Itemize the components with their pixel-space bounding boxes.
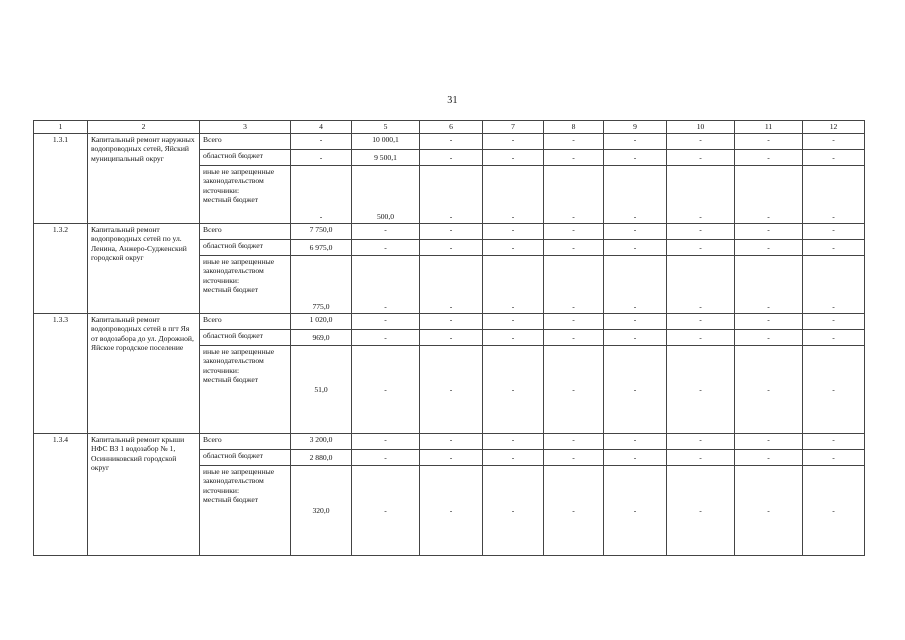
value-cell: - bbox=[667, 240, 735, 256]
value-cell: - bbox=[291, 166, 352, 224]
value-cell: 775,0 bbox=[291, 256, 352, 314]
source-label-regional: областной бюджет bbox=[200, 240, 291, 256]
value-cell: - bbox=[604, 314, 667, 330]
value-cell: - bbox=[667, 134, 735, 150]
value-cell: - bbox=[544, 346, 604, 434]
source-label-other bbox=[200, 346, 291, 434]
source-label-total: Всего bbox=[200, 224, 291, 240]
value-cell: - bbox=[604, 346, 667, 434]
value-cell: 10 000,1 bbox=[352, 134, 420, 150]
value-cell: 2 880,0 bbox=[291, 450, 352, 466]
value-cell: 3 200,0 bbox=[291, 434, 352, 450]
value-cell: - bbox=[803, 134, 865, 150]
value-cell: - bbox=[352, 330, 420, 346]
value-cell: - bbox=[735, 434, 803, 450]
value-cell: - bbox=[420, 150, 483, 166]
source-label-total: Всего bbox=[200, 314, 291, 330]
value-cell: - bbox=[483, 466, 544, 556]
row-number: 1.3.4 bbox=[34, 434, 88, 556]
source-label-regional: областной бюджет bbox=[200, 330, 291, 346]
other-sources-text: иные не запрещенные законодательством источники: bbox=[203, 467, 275, 495]
value-cell: - bbox=[420, 434, 483, 450]
header-cell: 5 bbox=[352, 121, 420, 134]
source-label-regional: областной бюджет bbox=[200, 150, 291, 166]
source-label-other bbox=[200, 166, 291, 224]
value-cell: - bbox=[544, 314, 604, 330]
value-cell: - bbox=[667, 224, 735, 240]
value-cell: 51,0 bbox=[291, 346, 352, 434]
value-cell: - bbox=[352, 450, 420, 466]
value-cell: - bbox=[483, 330, 544, 346]
value-cell: - bbox=[667, 150, 735, 166]
value-cell: - bbox=[803, 240, 865, 256]
value-cell: - bbox=[544, 134, 604, 150]
value-cell: - bbox=[803, 150, 865, 166]
value-cell: - bbox=[544, 166, 604, 224]
budget-table bbox=[33, 120, 865, 556]
header-cell: 10 bbox=[667, 121, 735, 134]
value-cell: - bbox=[544, 330, 604, 346]
local-budget-text: местный бюджет bbox=[203, 495, 259, 505]
source-label-regional: областной бюджет bbox=[200, 450, 291, 466]
table-row bbox=[34, 224, 865, 240]
value-cell: - bbox=[483, 434, 544, 450]
header-cell: 11 bbox=[735, 121, 803, 134]
value-cell: - bbox=[544, 256, 604, 314]
value-cell: - bbox=[544, 450, 604, 466]
row-number: 1.3.1 bbox=[34, 134, 88, 224]
value-cell: - bbox=[291, 150, 352, 166]
value-cell: - bbox=[735, 314, 803, 330]
header-cell: 8 bbox=[544, 121, 604, 134]
value-cell: - bbox=[604, 256, 667, 314]
value-cell: - bbox=[604, 330, 667, 346]
value-cell: 1 020,0 bbox=[291, 314, 352, 330]
value-cell: - bbox=[735, 166, 803, 224]
local-budget-text: местный бюджет bbox=[203, 195, 259, 205]
header-cell: 7 bbox=[483, 121, 544, 134]
value-cell: - bbox=[604, 166, 667, 224]
value-cell: - bbox=[420, 240, 483, 256]
value-cell: - bbox=[803, 434, 865, 450]
value-cell: - bbox=[544, 224, 604, 240]
object-name: Капитальный ремонт водопроводных сетей по ул. Ленина, Анжеро-Судженский городской округ bbox=[88, 224, 200, 314]
value-cell: - bbox=[420, 346, 483, 434]
value-cell: - bbox=[735, 466, 803, 556]
header-row bbox=[34, 121, 865, 134]
object-name: Капитальный ремонт наружных водопроводных сетей, Яйский муниципальный округ bbox=[88, 134, 200, 224]
value-cell: - bbox=[483, 314, 544, 330]
object-name: Капитальный ремонт крыши НФС ВЗ 1 водозабор № 1, Осинниковский городской округ bbox=[88, 434, 200, 556]
value-cell: - bbox=[352, 466, 420, 556]
value-cell: - bbox=[604, 240, 667, 256]
value-cell: - bbox=[483, 346, 544, 434]
value-cell: - bbox=[483, 450, 544, 466]
header-cell: 6 bbox=[420, 121, 483, 134]
value-cell: - bbox=[667, 330, 735, 346]
value-cell: - bbox=[352, 314, 420, 330]
value-cell: - bbox=[667, 434, 735, 450]
value-cell: - bbox=[352, 256, 420, 314]
header-cell: 1 bbox=[34, 121, 88, 134]
value-cell: - bbox=[420, 134, 483, 150]
value-cell: 500,0 bbox=[352, 166, 420, 224]
value-cell: - bbox=[735, 256, 803, 314]
value-cell: - bbox=[291, 134, 352, 150]
value-cell: - bbox=[483, 166, 544, 224]
value-cell: - bbox=[352, 434, 420, 450]
value-cell: 7 750,0 bbox=[291, 224, 352, 240]
source-label-other bbox=[200, 256, 291, 314]
value-cell: - bbox=[420, 166, 483, 224]
value-cell: - bbox=[604, 134, 667, 150]
other-sources-text: иные не запрещенные законодательством источники: bbox=[203, 257, 275, 285]
table-row bbox=[34, 134, 865, 150]
header-cell: 12 bbox=[803, 121, 865, 134]
value-cell: - bbox=[604, 466, 667, 556]
value-cell: - bbox=[803, 330, 865, 346]
value-cell: - bbox=[420, 256, 483, 314]
value-cell: - bbox=[420, 314, 483, 330]
value-cell: - bbox=[667, 314, 735, 330]
value-cell: - bbox=[604, 434, 667, 450]
row-number: 1.3.3 bbox=[34, 314, 88, 434]
value-cell: - bbox=[667, 256, 735, 314]
value-cell: - bbox=[803, 346, 865, 434]
value-cell: - bbox=[735, 134, 803, 150]
value-cell: - bbox=[803, 256, 865, 314]
other-sources-text: иные не запрещенные законодательством источники: bbox=[203, 167, 275, 195]
value-cell: - bbox=[604, 150, 667, 166]
source-label-total: Всего bbox=[200, 434, 291, 450]
value-cell: - bbox=[667, 450, 735, 466]
value-cell: - bbox=[420, 466, 483, 556]
value-cell: - bbox=[735, 346, 803, 434]
value-cell: 6 975,0 bbox=[291, 240, 352, 256]
value-cell: 9 500,1 bbox=[352, 150, 420, 166]
value-cell: - bbox=[352, 240, 420, 256]
value-cell: - bbox=[420, 224, 483, 240]
value-cell: 969,0 bbox=[291, 330, 352, 346]
local-budget-text: местный бюджет bbox=[203, 285, 259, 295]
source-label-total: Всего bbox=[200, 134, 291, 150]
value-cell: - bbox=[483, 224, 544, 240]
value-cell: - bbox=[735, 330, 803, 346]
value-cell: - bbox=[667, 466, 735, 556]
value-cell: - bbox=[544, 434, 604, 450]
source-label-other bbox=[200, 466, 291, 556]
value-cell: - bbox=[735, 224, 803, 240]
value-cell: - bbox=[803, 314, 865, 330]
value-cell: - bbox=[544, 466, 604, 556]
value-cell: - bbox=[735, 150, 803, 166]
header-cell: 3 bbox=[200, 121, 291, 134]
other-sources-text: иные не запрещенные законодательством источники: bbox=[203, 347, 275, 375]
header-cell: 4 bbox=[291, 121, 352, 134]
value-cell: - bbox=[483, 240, 544, 256]
value-cell: - bbox=[735, 240, 803, 256]
table-row bbox=[34, 434, 865, 450]
value-cell: 320,0 bbox=[291, 466, 352, 556]
local-budget-text: местный бюджет bbox=[203, 375, 259, 385]
page-number: 31 bbox=[447, 95, 458, 106]
value-cell: - bbox=[803, 450, 865, 466]
value-cell: - bbox=[735, 450, 803, 466]
value-cell: - bbox=[803, 166, 865, 224]
value-cell: - bbox=[803, 466, 865, 556]
value-cell: - bbox=[352, 346, 420, 434]
value-cell: - bbox=[604, 450, 667, 466]
value-cell: - bbox=[483, 256, 544, 314]
header-cell: 9 bbox=[604, 121, 667, 134]
value-cell: - bbox=[352, 224, 420, 240]
object-name: Капитальный ремонт водопроводных сетей в пгт Яя от водозабора до ул. Дорожной, Яйское городское поселение bbox=[88, 314, 200, 434]
value-cell: - bbox=[483, 134, 544, 150]
row-number: 1.3.2 bbox=[34, 224, 88, 314]
value-cell: - bbox=[483, 150, 544, 166]
value-cell: - bbox=[604, 224, 667, 240]
value-cell: - bbox=[544, 150, 604, 166]
value-cell: - bbox=[420, 330, 483, 346]
value-cell: - bbox=[803, 224, 865, 240]
value-cell: - bbox=[544, 240, 604, 256]
value-cell: - bbox=[667, 346, 735, 434]
value-cell: - bbox=[667, 166, 735, 224]
table-row bbox=[34, 314, 865, 330]
value-cell: - bbox=[420, 450, 483, 466]
header-cell: 2 bbox=[88, 121, 200, 134]
